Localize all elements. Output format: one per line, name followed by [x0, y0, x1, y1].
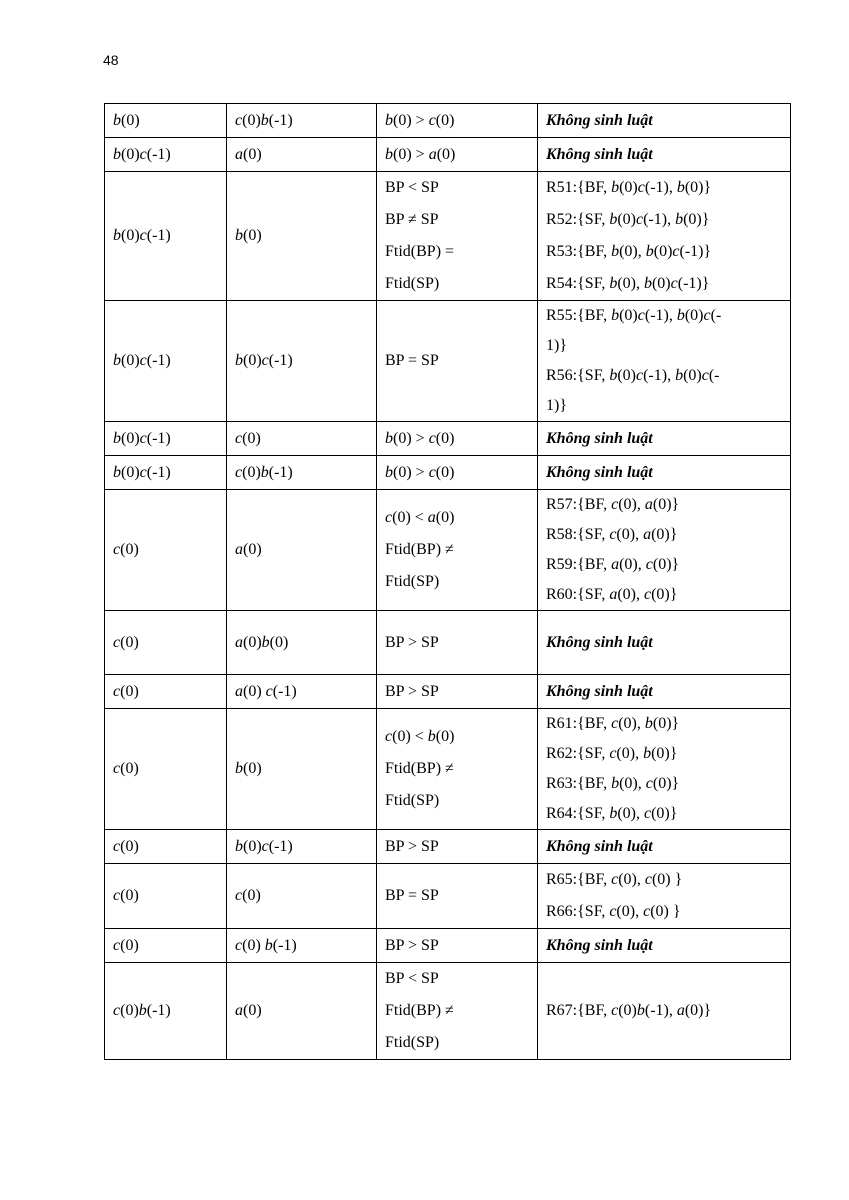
cell-condition	[377, 611, 538, 675]
left-pattern-text: c(0)	[113, 837, 139, 855]
no-rule-label: Không sinh luật	[546, 145, 653, 163]
cell-rule	[538, 104, 791, 138]
condition-line: Ftid(BP) =	[385, 243, 455, 260]
right-pattern-text: a(0) c(-1)	[235, 682, 297, 700]
cell-right-pattern	[227, 675, 377, 709]
rule-line: R66:{SF, c(0), c(0) }	[546, 903, 681, 920]
rule-line: R54:{SF, b(0), b(0)c(-1)}	[546, 275, 710, 292]
rule-line: R67:{BF, c(0)b(-1), a(0)}	[546, 1002, 712, 1019]
condition-line: b(0) > c(0)	[385, 429, 455, 447]
cell-right-pattern	[227, 864, 377, 929]
no-rule-label: Không sinh luật	[546, 111, 653, 129]
rule-lines	[546, 627, 784, 659]
no-rule-label: Không sinh luật	[546, 936, 653, 954]
condition-line: BP > SP	[385, 936, 439, 954]
rule-line: R65:{BF, c(0), c(0) }	[546, 871, 683, 888]
table-row	[105, 963, 791, 1060]
condition-line: BP > SP	[385, 682, 439, 700]
rule-lines	[546, 995, 784, 1027]
cell-left-pattern	[105, 675, 227, 709]
rule-lines	[546, 423, 784, 455]
cell-condition	[377, 929, 538, 963]
condition-lines	[385, 676, 531, 708]
rule-lines	[546, 457, 784, 489]
right-pattern-text: c(0) b(-1)	[235, 936, 297, 954]
condition-line: BP < SP	[385, 970, 439, 987]
condition-line: c(0) < b(0)	[385, 728, 455, 745]
table-row	[105, 172, 791, 301]
left-pattern-text: c(0)	[113, 760, 139, 777]
table-row	[105, 490, 791, 611]
left-pattern-text: b(0)	[113, 111, 140, 129]
cell-right-pattern	[227, 422, 377, 456]
no-rule-label: Không sinh luật	[546, 837, 653, 855]
cell-condition	[377, 830, 538, 864]
right-pattern-text: a(0)	[235, 145, 262, 163]
cell-left-pattern	[105, 709, 227, 830]
rule-lines	[546, 709, 784, 829]
cell-condition	[377, 963, 538, 1060]
table-row	[105, 422, 791, 456]
cell-condition	[377, 456, 538, 490]
right-pattern-text: b(0)c(-1)	[235, 352, 293, 369]
left-pattern-text: c(0)	[113, 887, 139, 904]
cell-left-pattern	[105, 301, 227, 422]
rule-line: R58:{SF, c(0), a(0)}	[546, 526, 678, 543]
right-pattern-text: b(0)	[235, 760, 262, 777]
right-pattern-text: c(0)b(-1)	[235, 463, 293, 481]
condition-lines	[385, 880, 531, 912]
cell-left-pattern	[105, 172, 227, 301]
condition-line: BP ≠ SP	[385, 211, 439, 228]
cell-condition	[377, 104, 538, 138]
page-number: 48	[103, 52, 119, 68]
table-row	[105, 456, 791, 490]
rule-line: R57:{BF, c(0), a(0)}	[546, 496, 680, 513]
condition-line: BP > SP	[385, 633, 439, 651]
rules-table-body	[105, 104, 791, 1060]
cell-left-pattern	[105, 490, 227, 611]
rule-lines	[546, 864, 784, 928]
left-pattern-text: c(0)b(-1)	[113, 1002, 171, 1019]
rule-lines	[546, 676, 784, 708]
cell-left-pattern	[105, 104, 227, 138]
cell-condition	[377, 490, 538, 611]
condition-lines	[385, 345, 531, 377]
cell-rule	[538, 963, 791, 1060]
condition-line: Ftid(BP) ≠	[385, 1002, 454, 1019]
left-pattern-text: c(0)	[113, 541, 139, 558]
table-row	[105, 611, 791, 675]
right-pattern-text: c(0)b(-1)	[235, 111, 293, 129]
condition-line: b(0) > a(0)	[385, 145, 456, 163]
right-pattern-text: b(0)c(-1)	[235, 837, 293, 855]
cell-rule	[538, 138, 791, 172]
condition-lines	[385, 627, 531, 659]
rule-lines	[546, 930, 784, 962]
condition-lines	[385, 423, 531, 455]
condition-line: BP < SP	[385, 179, 439, 196]
table-row	[105, 675, 791, 709]
rule-line: R52:{SF, b(0)c(-1), b(0)}	[546, 211, 710, 228]
cell-rule	[538, 490, 791, 611]
condition-line: c(0) < a(0)	[385, 509, 455, 526]
cell-condition	[377, 709, 538, 830]
condition-line: Ftid(BP) ≠	[385, 760, 454, 777]
right-pattern-text: a(0)b(0)	[235, 633, 289, 651]
cell-left-pattern	[105, 830, 227, 864]
condition-lines	[385, 721, 531, 817]
rule-line: R56:{SF, b(0)c(-1), b(0)c(-	[546, 367, 720, 384]
rule-lines	[546, 301, 784, 421]
cell-right-pattern	[227, 104, 377, 138]
rule-line: R51:{BF, b(0)c(-1), b(0)}	[546, 179, 712, 196]
table-row	[105, 864, 791, 929]
cell-rule	[538, 675, 791, 709]
cell-rule	[538, 456, 791, 490]
condition-lines	[385, 831, 531, 863]
condition-lines	[385, 930, 531, 962]
condition-lines	[385, 105, 531, 137]
cell-rule	[538, 611, 791, 675]
no-rule-label: Không sinh luật	[546, 682, 653, 700]
cell-right-pattern	[227, 963, 377, 1060]
rule-line: R55:{BF, b(0)c(-1), b(0)c(-	[546, 307, 722, 324]
cell-condition	[377, 864, 538, 929]
cell-right-pattern	[227, 301, 377, 422]
left-pattern-text: b(0)c(-1)	[113, 463, 171, 481]
cell-left-pattern	[105, 422, 227, 456]
cell-condition	[377, 422, 538, 456]
cell-rule	[538, 864, 791, 929]
cell-right-pattern	[227, 138, 377, 172]
condition-line: Ftid(SP)	[385, 573, 440, 590]
rule-lines	[546, 172, 784, 300]
right-pattern-text: a(0)	[235, 1002, 262, 1019]
cell-left-pattern	[105, 929, 227, 963]
cell-rule	[538, 301, 791, 422]
condition-lines	[385, 172, 531, 300]
condition-lines	[385, 139, 531, 171]
cell-rule	[538, 830, 791, 864]
rule-lines	[546, 139, 784, 171]
cell-rule	[538, 709, 791, 830]
cell-right-pattern	[227, 830, 377, 864]
rule-line: R61:{BF, c(0), b(0)}	[546, 715, 680, 732]
cell-condition	[377, 675, 538, 709]
left-pattern-text: b(0)c(-1)	[113, 227, 171, 244]
cell-rule	[538, 422, 791, 456]
cell-condition	[377, 138, 538, 172]
condition-lines	[385, 502, 531, 598]
table-row	[105, 301, 791, 422]
cell-rule	[538, 172, 791, 301]
table-row	[105, 929, 791, 963]
condition-line: Ftid(SP)	[385, 1034, 440, 1051]
cell-left-pattern	[105, 611, 227, 675]
condition-lines	[385, 457, 531, 489]
rules-table	[104, 103, 791, 1060]
rule-line: 1)}	[546, 337, 568, 354]
right-pattern-text: a(0)	[235, 541, 262, 558]
condition-line: BP > SP	[385, 837, 439, 855]
rule-line: R62:{SF, c(0), b(0)}	[546, 745, 678, 762]
left-pattern-text: b(0)c(-1)	[113, 429, 171, 447]
cell-rule	[538, 929, 791, 963]
cell-right-pattern	[227, 611, 377, 675]
rule-lines	[546, 831, 784, 863]
left-pattern-text: c(0)	[113, 633, 139, 651]
left-pattern-text: b(0)c(-1)	[113, 145, 171, 163]
cell-right-pattern	[227, 929, 377, 963]
condition-line: Ftid(SP)	[385, 275, 440, 292]
condition-line: Ftid(SP)	[385, 792, 440, 809]
rule-lines	[546, 490, 784, 610]
no-rule-label: Không sinh luật	[546, 463, 653, 481]
left-pattern-text: c(0)	[113, 936, 139, 954]
table-row	[105, 709, 791, 830]
cell-left-pattern	[105, 864, 227, 929]
rule-line: 1)}	[546, 397, 568, 414]
rule-line: R53:{BF, b(0), b(0)c(-1)}	[546, 243, 712, 260]
no-rule-label: Không sinh luật	[546, 633, 653, 651]
condition-line: BP = SP	[385, 352, 439, 369]
cell-right-pattern	[227, 172, 377, 301]
cell-right-pattern	[227, 709, 377, 830]
cell-condition	[377, 301, 538, 422]
left-pattern-text: b(0)c(-1)	[113, 352, 171, 369]
rule-lines	[546, 105, 784, 137]
right-pattern-text: b(0)	[235, 227, 262, 244]
cell-right-pattern	[227, 456, 377, 490]
rule-line: R59:{BF, a(0), c(0)}	[546, 556, 680, 573]
condition-lines	[385, 963, 531, 1059]
cell-condition	[377, 172, 538, 301]
right-pattern-text: c(0)	[235, 887, 261, 904]
cell-left-pattern	[105, 963, 227, 1060]
rule-line: R64:{SF, b(0), c(0)}	[546, 805, 678, 822]
left-pattern-text: c(0)	[113, 682, 139, 700]
table-row	[105, 830, 791, 864]
condition-line: b(0) > c(0)	[385, 111, 455, 129]
condition-line: Ftid(BP) ≠	[385, 541, 454, 558]
right-pattern-text: c(0)	[235, 429, 261, 447]
cell-left-pattern	[105, 138, 227, 172]
table-row	[105, 104, 791, 138]
cell-right-pattern	[227, 490, 377, 611]
rule-line: R63:{BF, b(0), c(0)}	[546, 775, 680, 792]
condition-line: b(0) > c(0)	[385, 463, 455, 481]
no-rule-label: Không sinh luật	[546, 429, 653, 447]
condition-line: BP = SP	[385, 887, 439, 904]
cell-left-pattern	[105, 456, 227, 490]
rule-line: R60:{SF, a(0), c(0)}	[546, 586, 678, 603]
table-row	[105, 138, 791, 172]
